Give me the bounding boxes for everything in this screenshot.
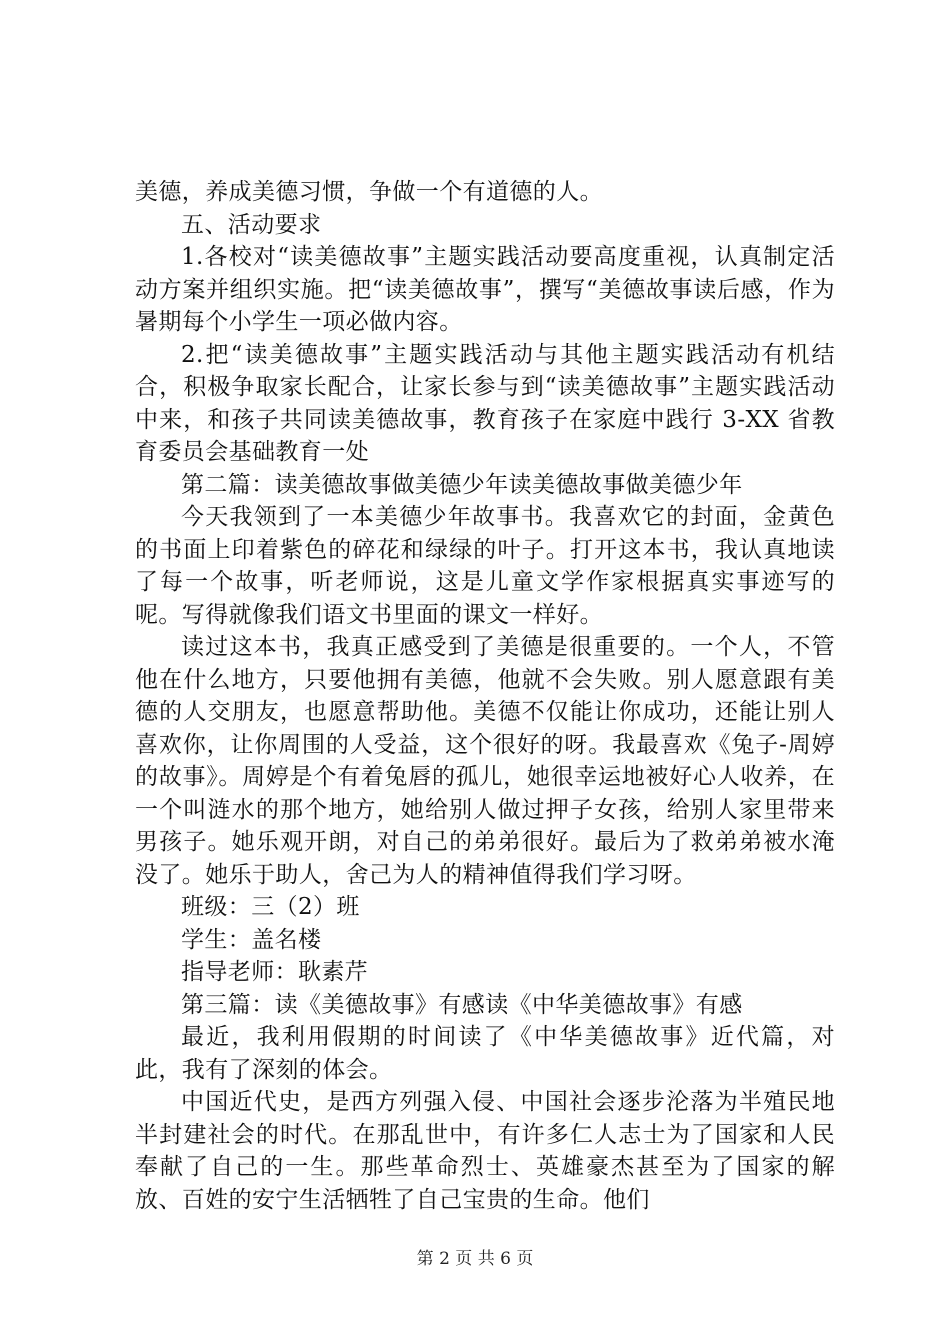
paragraph: 今天我领到了一本美德少年故事书。我喜欢它的封面，金黄色的书面上印着紫色的碎花和绿绿的叶子。打开这本书，我认真地读了每一个故事，听老师说，这是儿童文学作家根据真实事迹写的呢。写得就像我们语文书里面的课文一样好。 bbox=[135, 504, 835, 628]
paragraph: 1.各校对“读美德故事”主题实践活动要高度重视，认真制定活动方案并组织实施。把“读美德故事”，撰写“美德故事读后感，作为暑期每个小学生一项必做内容。 bbox=[135, 244, 835, 335]
page-number: 第 2 页 共 6 页 bbox=[416, 1249, 534, 1269]
class-line: 班级：三（2）班 bbox=[181, 894, 360, 920]
section-heading: 五、活动要求 bbox=[181, 211, 322, 238]
teacher-line: 指导老师：耿素芹 bbox=[181, 959, 369, 985]
paragraph: 最近，我利用假期的时间读了《中华美德故事》近代篇，对此，我有了深刻的体会。 bbox=[135, 1024, 835, 1083]
chapter-title: 第二篇：读美德故事做美德少年读美德故事做美德少年 bbox=[181, 471, 743, 498]
document-body bbox=[135, 176, 835, 1216]
paragraph: 读过这本书，我真正感受到了美德是很重要的。一个人，不管他在什么地方，只要他拥有美德，他就不会失败。别人愿意跟有美德的人交朋友，也愿意帮助他。美德不仅能让你成功，还能让别人喜欢你，让你周围的人受益，这个很好的呀。我最喜欢《兔子-周婷的故事》。周婷是个有着兔唇的孤儿，她很幸运地被好心人收养，在一个叫涟水的那个地方，她给别人做过押子女孩，给别人家里带来男孩子。她乐观开朗，对自己的弟弟很好。最后为了救弟弟被水淹没了。她乐于助人，舍己为人的精神值得我们学习呀。 bbox=[135, 634, 835, 888]
paragraph: 2.把“读美德故事”主题实践活动与其他主题实践活动有机结合，积极争取家长配合，让家长参与到“读美德故事”主题实践活动中来，和孩子共同读美德故事，教育孩子在家庭中践行 3-XX 省教育委员会基础教育一处 bbox=[135, 341, 835, 465]
chapter-title: 第三篇：读《美德故事》有感读《中华美德故事》有感 bbox=[181, 991, 743, 1018]
paragraph: 美德，养成美德习惯，争做一个有道德的人。 bbox=[135, 179, 603, 205]
paragraph: 中国近代史，是西方列强入侵、中国社会逐步沦落为半殖民地半封建社会的时代。在那乱世中，有许多仁人志士为了国家和人民奉献了自己的一生。那些革命烈士、英雄豪杰甚至为了国家的解放、百姓的安宁生活牺牲了自己宝贵的生命。他们 bbox=[135, 1089, 835, 1213]
student-line: 学生：盖名楼 bbox=[181, 926, 322, 953]
